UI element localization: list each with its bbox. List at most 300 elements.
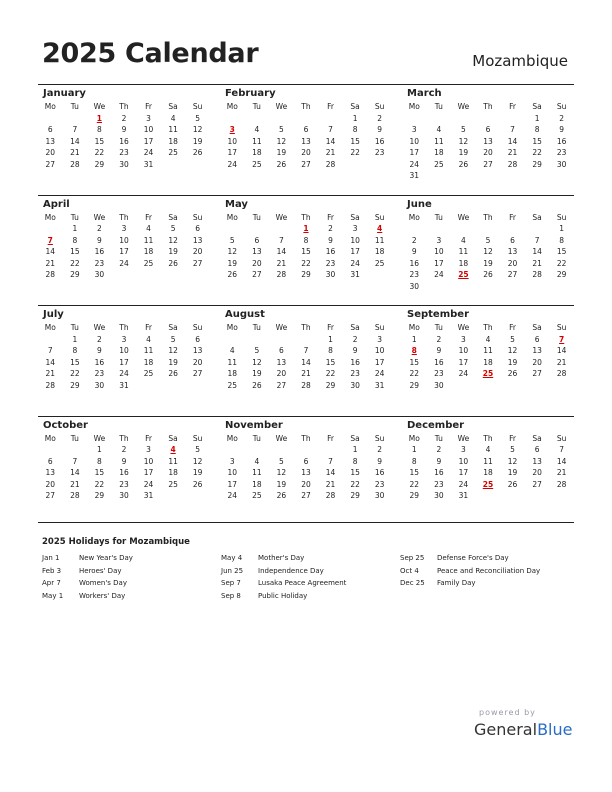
day-grid	[38, 101, 210, 170]
day-cell: 24	[409, 159, 420, 169]
day-cell: 11	[252, 136, 262, 146]
day-cell: 10	[227, 136, 238, 146]
day-cell: 28	[532, 270, 542, 279]
day-cell: 14	[301, 357, 311, 367]
day-cell: 26	[507, 479, 518, 489]
day-cell: 23	[374, 148, 385, 157]
day-cell: 26	[252, 380, 262, 390]
day-cell: 8	[352, 125, 358, 134]
divider	[38, 522, 574, 523]
holiday-date: Apr 7	[42, 579, 61, 587]
day-cell: 18	[143, 357, 154, 367]
day-cell: 25	[252, 491, 262, 500]
day-cell: 15	[301, 247, 311, 256]
holiday-name: Mother's Day	[258, 554, 305, 562]
weekday-label: We	[93, 102, 106, 111]
day-cell: 26	[276, 491, 287, 500]
day-cell: 26	[276, 159, 287, 169]
day-cell: 6	[485, 125, 491, 134]
day-cell: 19	[168, 357, 178, 367]
day-cell: 2	[352, 334, 358, 344]
brand-general: General	[474, 720, 538, 739]
weekday-label: Tu	[434, 433, 443, 443]
weekday-label: Th	[301, 102, 311, 111]
day-cell: 13	[507, 247, 518, 256]
empty-cell	[38, 223, 63, 235]
day-cell: 23	[94, 258, 105, 268]
holiday-list	[42, 552, 579, 602]
month-december	[402, 417, 574, 527]
day-cell: 21	[301, 369, 311, 378]
empty-cell	[63, 444, 88, 456]
day-cell: 27	[301, 159, 311, 169]
weekday-label: Mo	[408, 102, 420, 111]
day-cell: 19	[192, 136, 203, 146]
day-cell: 16	[434, 357, 444, 367]
day-cell: 26	[483, 270, 493, 279]
month-name: February	[225, 88, 276, 99]
holiday-day: 25	[482, 369, 494, 378]
day-cell: 14	[325, 136, 336, 146]
month-july	[38, 306, 210, 416]
day-cell: 31	[458, 491, 469, 500]
weekday-label: Mo	[226, 433, 238, 443]
day-cell: 29	[94, 491, 105, 500]
day-cell: 2	[328, 224, 333, 233]
day-cell: 7	[328, 456, 333, 466]
day-cell: 15	[350, 468, 360, 477]
day-cell: 18	[252, 479, 262, 489]
month-name: May	[225, 198, 248, 210]
empty-cell	[525, 223, 550, 235]
day-cell: 8	[97, 456, 102, 466]
holiday-date: Dec 25	[400, 579, 425, 587]
weekday-label: Tu	[252, 102, 261, 111]
day-cell: 7	[47, 346, 53, 355]
day-cell: 18	[252, 148, 262, 157]
holiday-date: Jun 25	[221, 566, 244, 575]
holiday-name: Workers' Day	[79, 591, 126, 600]
day-cell: 24	[143, 479, 154, 489]
empty-cell	[318, 444, 343, 456]
weekday-label: Su	[192, 102, 203, 111]
holiday-date: Oct 4	[400, 566, 419, 575]
day-cell: 23	[94, 369, 105, 378]
day-cell: 14	[45, 357, 56, 367]
day-cell: 14	[507, 136, 518, 146]
day-cell: 30	[119, 159, 129, 169]
weekday-label: Su	[374, 102, 385, 111]
day-cell: 6	[279, 346, 284, 355]
day-cell: 8	[352, 456, 358, 466]
holiday-date: Sep 8	[221, 591, 241, 600]
day-cell: 11	[458, 247, 469, 256]
holiday-day: 4	[170, 445, 176, 454]
day-cell: 22	[350, 148, 360, 157]
day-cell: 15	[409, 468, 420, 477]
weekday-label: Su	[556, 102, 567, 111]
day-cell: 1	[97, 445, 102, 454]
holiday-name: Public Holiday	[258, 591, 308, 600]
weekday-label: Th	[483, 323, 493, 332]
day-cell: 21	[325, 148, 336, 157]
day-cell: 26	[507, 369, 518, 378]
day-cell: 4	[485, 445, 491, 454]
weekday-label: Mo	[226, 323, 238, 332]
day-cell: 16	[374, 468, 385, 477]
day-cell: 18	[227, 369, 238, 378]
day-cell: 3	[411, 125, 417, 134]
empty-cell	[245, 113, 270, 125]
day-cell: 9	[97, 346, 102, 355]
day-cell: 2	[121, 113, 127, 123]
day-cell: 28	[45, 270, 56, 279]
month-april	[38, 196, 210, 306]
day-cell: 28	[556, 369, 567, 378]
empty-cell	[220, 444, 245, 456]
day-cell: 28	[45, 380, 56, 390]
day-cell: 20	[252, 258, 262, 268]
day-cell: 26	[458, 159, 469, 169]
day-cell: 3	[146, 445, 151, 454]
empty-cell	[402, 223, 427, 235]
day-cell: 15	[532, 136, 542, 146]
day-cell: 29	[301, 270, 311, 279]
day-cell: 5	[510, 334, 515, 344]
day-cell: 31	[119, 380, 129, 390]
day-cell: 16	[119, 468, 129, 477]
day-cell: 11	[434, 136, 444, 146]
day-cell: 14	[556, 346, 567, 355]
day-cell: 9	[352, 346, 358, 355]
day-cell: 30	[325, 270, 336, 279]
weekday-label: We	[457, 323, 470, 332]
day-cell: 2	[377, 113, 383, 123]
day-cell: 15	[409, 357, 420, 367]
day-cell: 20	[507, 258, 518, 268]
day-cell: 8	[411, 456, 417, 466]
holiday-name: New Year's Day	[79, 554, 133, 562]
day-cell: 20	[532, 357, 542, 367]
day-cell: 8	[303, 235, 309, 245]
day-cell: 23	[325, 258, 336, 268]
day-cell: 3	[121, 224, 127, 233]
empty-cell	[451, 113, 476, 125]
weekday-label: Mo	[44, 102, 56, 111]
day-cell: 17	[227, 148, 238, 157]
day-cell: 1	[328, 334, 333, 344]
day-cell: 26	[168, 258, 178, 268]
day-cell: 30	[374, 491, 385, 500]
day-cell: 13	[301, 136, 311, 146]
day-cell: 9	[436, 346, 442, 355]
day-cell: 24	[227, 491, 238, 500]
empty-cell	[476, 113, 501, 125]
weekday-label: Mo	[408, 433, 420, 443]
weekday-label: Fr	[145, 212, 152, 222]
day-cell: 3	[436, 235, 442, 245]
holiday-item	[221, 565, 400, 578]
day-cell: 7	[72, 456, 78, 466]
holiday-name: Independence Day	[258, 566, 324, 575]
day-cell: 5	[229, 235, 235, 245]
holiday-item	[400, 565, 579, 578]
weekday-label: Fr	[509, 323, 516, 332]
month-name: November	[225, 419, 283, 431]
day-cell: 25	[434, 159, 444, 169]
day-cell: 27	[276, 380, 287, 390]
day-cell: 27	[301, 491, 311, 500]
day-cell: 16	[119, 136, 129, 146]
day-cell: 5	[510, 445, 515, 454]
day-cell: 21	[70, 479, 80, 489]
day-cell: 27	[483, 159, 493, 169]
day-cell: 7	[279, 235, 284, 245]
holiday-day: 8	[411, 346, 417, 355]
day-cell: 22	[301, 258, 311, 268]
holiday-name: Women's Day	[79, 579, 127, 587]
holiday-date: Feb 3	[42, 566, 62, 575]
weekday-label: Th	[301, 433, 311, 443]
day-cell: 18	[143, 247, 154, 256]
day-cell: 15	[325, 357, 336, 367]
day-cell: 9	[377, 125, 383, 134]
day-cell: 28	[325, 159, 336, 169]
day-cell: 27	[192, 258, 203, 268]
day-cell: 25	[143, 369, 154, 378]
day-grid	[402, 212, 574, 293]
empty-cell	[427, 223, 452, 235]
day-cell: 20	[301, 148, 311, 157]
holiday-name: Family Day	[437, 579, 476, 587]
day-cell: 22	[70, 258, 80, 268]
day-cell: 1	[72, 224, 78, 233]
day-cell: 20	[276, 369, 287, 378]
day-cell: 2	[411, 235, 417, 245]
day-cell: 30	[119, 491, 129, 500]
day-cell: 29	[409, 491, 420, 500]
day-cell: 22	[94, 479, 105, 489]
day-cell: 3	[352, 224, 358, 233]
weekday-label: Su	[374, 212, 385, 222]
day-cell: 30	[94, 380, 105, 390]
month-january	[38, 85, 210, 195]
holiday-date: May 4	[221, 554, 243, 562]
day-cell: 11	[374, 235, 385, 245]
holiday-item	[42, 565, 221, 578]
holiday-name: Lusaka Peace Agreement	[258, 579, 347, 587]
day-cell: 12	[483, 247, 493, 256]
day-grid	[220, 433, 392, 502]
day-cell: 23	[556, 148, 567, 157]
day-cell: 14	[556, 456, 567, 466]
empty-cell	[476, 223, 501, 235]
day-cell: 4	[170, 113, 176, 123]
day-cell: 20	[45, 479, 56, 489]
empty-cell	[402, 113, 427, 125]
weekday-label: We	[275, 323, 288, 332]
weekday-label: Sa	[350, 323, 360, 332]
day-cell: 5	[279, 456, 284, 466]
day-cell: 24	[434, 270, 444, 279]
day-cell: 19	[192, 468, 203, 477]
holiday-item	[221, 552, 400, 565]
month-june	[402, 196, 574, 306]
day-cell: 6	[510, 235, 515, 245]
country-name: Mozambique	[472, 52, 568, 70]
day-grid	[220, 101, 392, 170]
day-cell: 23	[374, 479, 385, 489]
day-cell: 4	[461, 235, 466, 245]
day-cell: 19	[507, 468, 518, 477]
day-cell: 21	[325, 479, 336, 489]
holiday-item	[400, 552, 579, 565]
day-cell: 2	[559, 113, 565, 123]
day-cell: 23	[119, 479, 129, 489]
day-cell: 10	[350, 235, 360, 245]
day-cell: 21	[556, 468, 567, 477]
day-cell: 22	[556, 258, 567, 268]
day-cell: 17	[409, 148, 420, 157]
day-grid	[402, 322, 574, 391]
day-cell: 5	[485, 235, 491, 245]
day-cell: 5	[170, 224, 176, 233]
day-cell: 16	[556, 136, 567, 146]
day-cell: 10	[143, 125, 154, 134]
weekday-label: Th	[483, 102, 493, 111]
day-cell: 29	[94, 159, 105, 169]
weekday-label: Fr	[509, 212, 516, 222]
weekday-label: Sa	[350, 433, 360, 443]
powered-by-text: powered by	[479, 708, 536, 717]
day-cell: 14	[45, 247, 56, 256]
day-cell: 12	[276, 468, 287, 477]
day-cell: 24	[143, 148, 154, 157]
day-cell: 27	[532, 369, 542, 378]
brand-logo[interactable]	[474, 720, 572, 739]
day-cell: 7	[534, 235, 540, 245]
day-cell: 13	[252, 247, 262, 256]
day-cell: 24	[350, 258, 360, 268]
day-cell: 20	[192, 357, 203, 367]
empty-cell	[427, 113, 452, 125]
day-cell: 13	[301, 468, 311, 477]
day-cell: 1	[352, 445, 358, 454]
day-cell: 7	[510, 125, 515, 134]
empty-cell	[269, 334, 294, 346]
weekday-label: Sa	[350, 212, 360, 222]
day-cell: 11	[168, 125, 178, 134]
day-cell: 13	[532, 346, 542, 355]
holiday-column	[42, 552, 221, 602]
day-cell: 25	[168, 479, 178, 489]
day-cell: 11	[227, 357, 238, 367]
day-cell: 6	[303, 125, 309, 134]
month-march	[402, 85, 574, 195]
holiday-day: 7	[47, 235, 53, 245]
month-october	[38, 417, 210, 527]
day-grid	[220, 322, 392, 391]
day-cell: 16	[94, 247, 105, 256]
day-cell: 26	[168, 369, 178, 378]
day-cell: 29	[556, 270, 567, 279]
day-cell: 19	[507, 357, 518, 367]
holiday-day: 7	[559, 334, 565, 344]
day-cell: 11	[168, 456, 178, 466]
day-cell: 12	[507, 346, 518, 355]
day-cell: 22	[94, 148, 105, 157]
day-cell: 29	[70, 270, 80, 279]
month-row	[38, 84, 574, 195]
day-grid	[38, 212, 210, 281]
day-cell: 12	[458, 136, 469, 146]
day-cell: 26	[192, 148, 203, 157]
day-cell: 6	[534, 445, 540, 454]
month-name: December	[407, 419, 465, 431]
day-cell: 11	[252, 468, 262, 477]
day-cell: 10	[119, 235, 129, 245]
day-cell: 29	[70, 380, 80, 390]
day-cell: 7	[559, 445, 565, 454]
empty-cell	[245, 223, 270, 235]
day-cell: 25	[252, 159, 262, 169]
day-cell: 9	[328, 235, 333, 245]
empty-cell	[294, 444, 319, 456]
day-cell: 31	[350, 270, 360, 279]
day-cell: 23	[350, 369, 360, 378]
day-cell: 16	[325, 247, 336, 256]
month-row	[38, 305, 574, 416]
weekday-label: Fr	[327, 323, 334, 332]
day-cell: 8	[559, 235, 565, 245]
day-cell: 22	[70, 369, 80, 378]
weekday-label: Tu	[434, 323, 443, 332]
weekday-label: Tu	[252, 212, 261, 222]
day-cell: 16	[374, 136, 385, 146]
day-cell: 16	[434, 468, 444, 477]
day-cell: 1	[72, 334, 78, 344]
weekday-label: Su	[374, 323, 385, 332]
day-cell: 14	[70, 136, 80, 146]
weekday-label: Mo	[44, 433, 56, 443]
day-cell: 2	[97, 224, 102, 233]
day-cell: 7	[328, 125, 333, 134]
weekday-label: Mo	[408, 323, 420, 332]
day-cell: 27	[192, 369, 203, 378]
weekday-label: Fr	[145, 102, 152, 111]
day-cell: 18	[483, 468, 493, 477]
day-cell: 18	[458, 258, 469, 268]
day-cell: 21	[556, 357, 567, 367]
month-name: July	[43, 309, 64, 320]
weekday-label: Mo	[44, 323, 56, 332]
holiday-day: 1	[303, 224, 309, 233]
holiday-item	[400, 577, 579, 590]
day-cell: 18	[168, 468, 178, 477]
month-november	[220, 417, 392, 527]
holiday-column	[400, 552, 579, 602]
day-cell: 9	[121, 125, 127, 134]
holiday-item	[221, 590, 400, 603]
weekday-label: Fr	[327, 102, 334, 111]
weekday-label: Su	[192, 433, 203, 443]
day-cell: 9	[411, 247, 417, 256]
day-cell: 5	[279, 125, 284, 134]
day-cell: 24	[458, 369, 469, 378]
weekday-label: Mo	[408, 212, 420, 222]
empty-cell	[38, 113, 63, 125]
empty-cell	[220, 223, 245, 235]
